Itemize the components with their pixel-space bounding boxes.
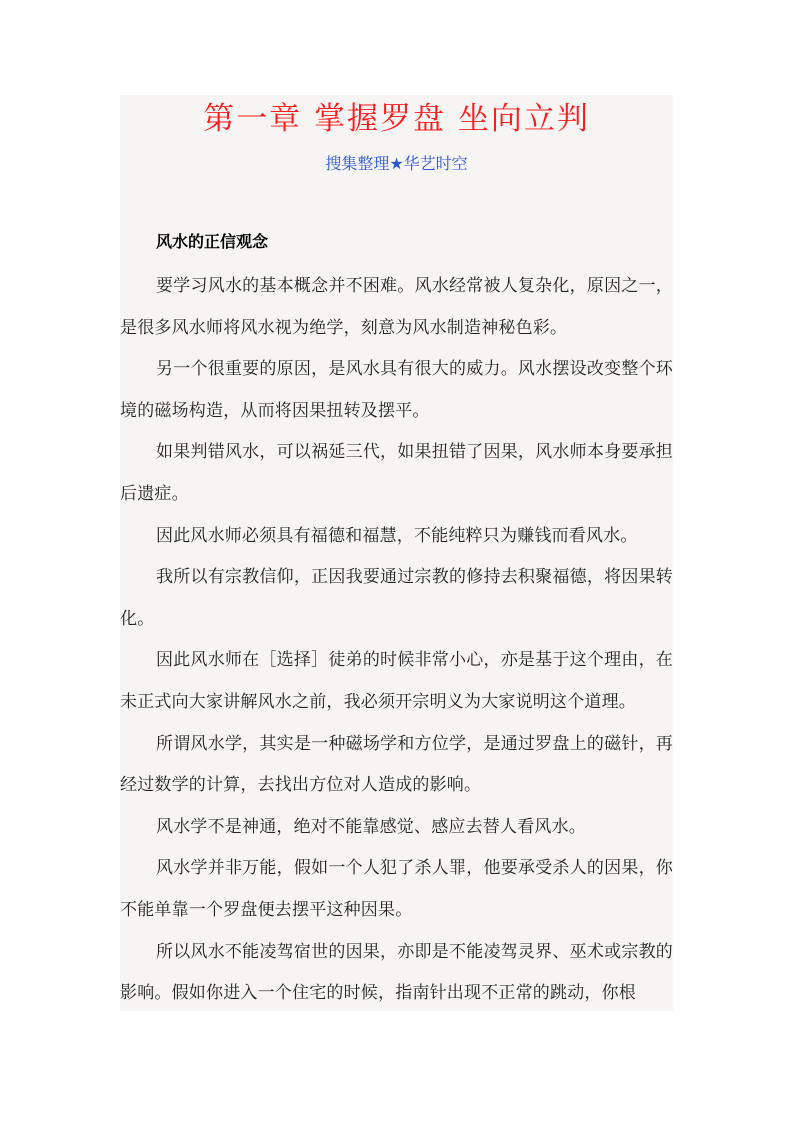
body-text (120, 266, 673, 1015)
paragraph: 如果判错风水，可以祸延三代，如果扭错了因果，风水师本身要承担后遗症。 (120, 442, 673, 504)
paragraph: 要学习风水的基本概念并不困难。风水经常被人复杂化，原因之一，是很多风水师将风水视为绝学，刻意为风水制造神秘色彩。 (120, 276, 673, 338)
paragraph: 所谓风水学，其实是一种磁场学和方位学，是通过罗盘上的磁针，再经过数学的计算，去找出方位对人造成的影响。 (120, 733, 673, 796)
document-page (120, 95, 673, 1011)
paragraph: 我所以有宗教信仰，正因我要通过宗教的修持去积聚福德，将因果转化。 (120, 567, 673, 629)
paragraph: 风水学不是神通，绝对不能靠感觉、感应去替人看风水。 (156, 816, 586, 837)
compiler-credit: 搜集整理★华艺时空 (325, 154, 468, 173)
section-heading: 风水的正信观念 (156, 232, 269, 251)
paragraph: 所以风水不能凌驾宿世的因果，亦即是不能凌驾灵界、巫术或宗教的影响。假如你进入一个住宅的时候，指南针出现不正常的跳动，你根 (120, 941, 673, 1004)
chapter-title: 第一章 掌握罗盘 坐向立判 (203, 101, 590, 137)
paragraph: 风水学并非万能，假如一个人犯了杀人罪，他要承受杀人的因果，你不能单靠一个罗盘便去摆平这种因果。 (120, 858, 673, 920)
paragraph: 因此风水师必须具有福德和福慧，不能纯粹只为赚钱而看风水。 (156, 525, 638, 546)
paragraph: 另一个很重要的原因，是风水具有很大的威力。风水摆设改变整个环境的磁场构造，从而将因果扭转及摆平。 (120, 359, 673, 421)
paragraph: 因此风水师在［选择］徒弟的时候非常小心，亦是基于这个理由，在未正式向大家讲解风水之前，我必须开宗明义为大家说明这个道理。 (120, 650, 673, 712)
